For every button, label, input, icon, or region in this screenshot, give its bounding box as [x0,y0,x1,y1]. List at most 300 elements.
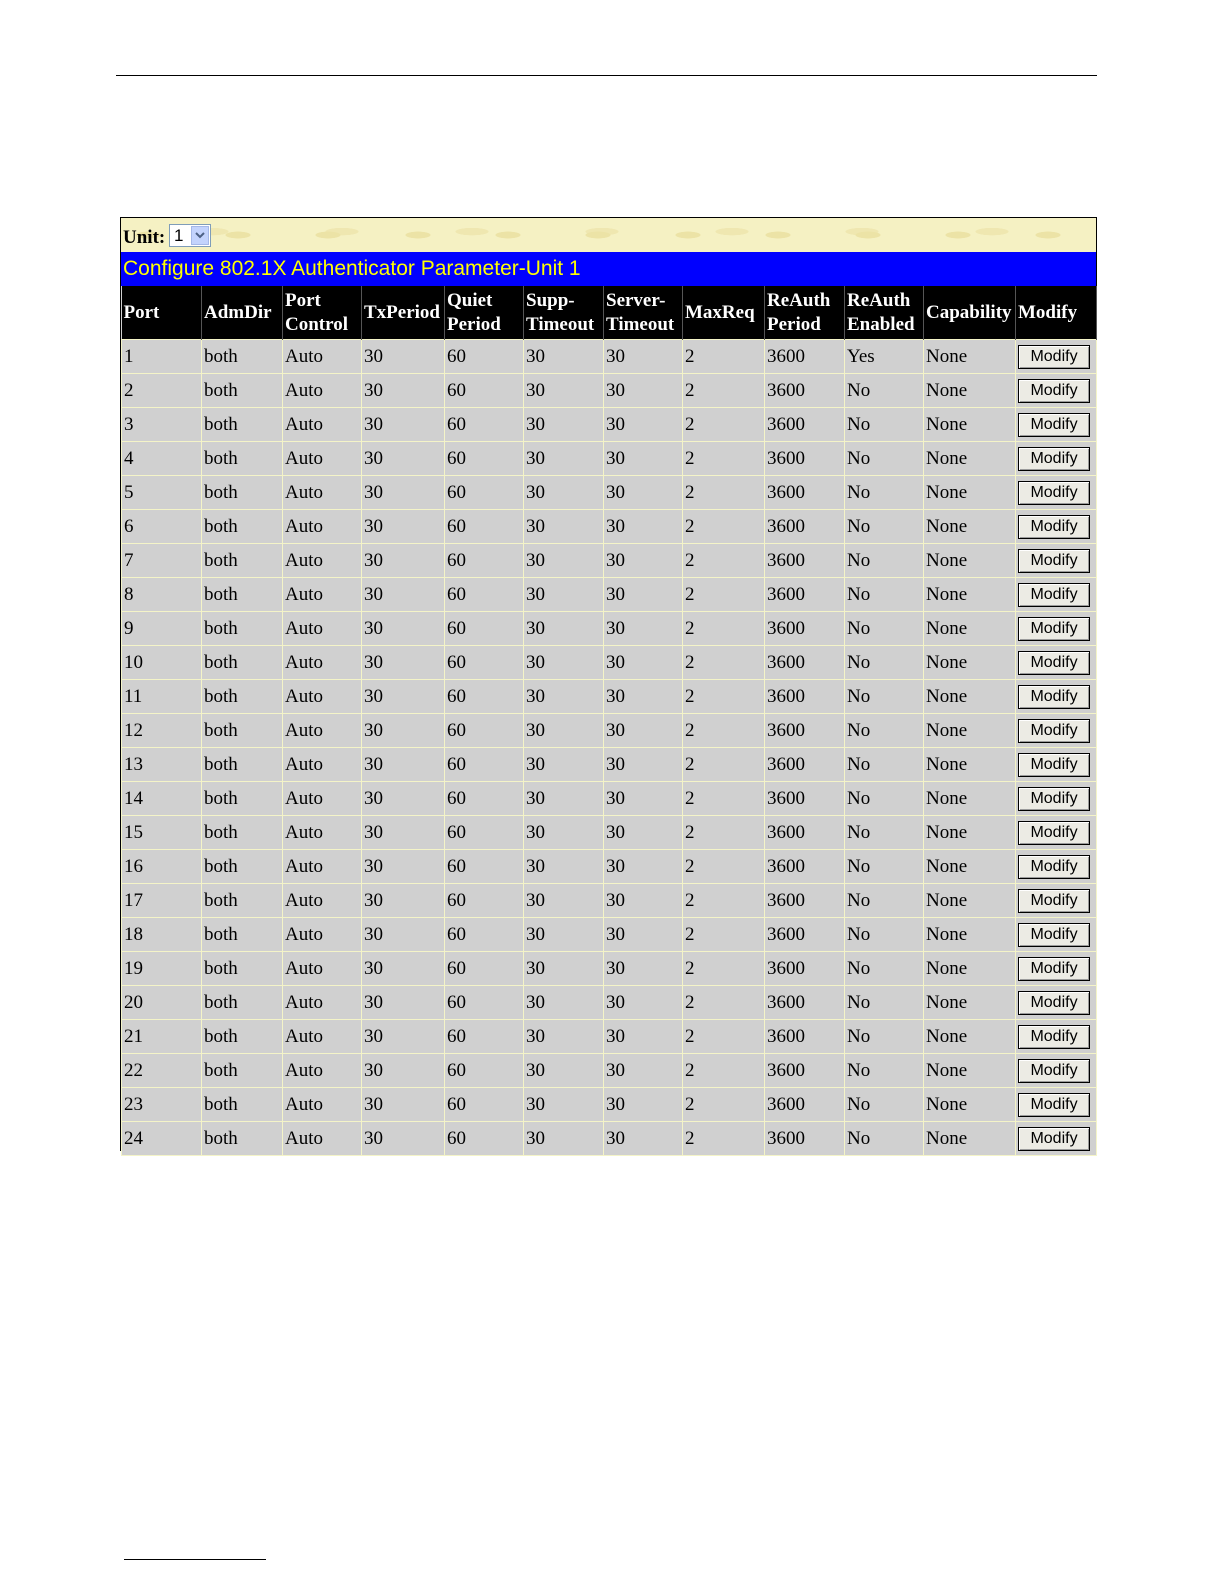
table-cell: 30 [604,714,683,748]
table-cell: 3600 [765,952,845,986]
modify-cell [1016,1054,1097,1088]
modify-button[interactable]: Modify [1018,345,1090,369]
table-row [122,1122,1097,1156]
table-cell: 20 [122,986,202,1020]
modify-button[interactable]: Modify [1018,651,1090,675]
modify-button[interactable]: Modify [1018,549,1090,573]
table-cell: 60 [445,1088,524,1122]
table-cell: 6 [122,510,202,544]
table-cell: 30 [604,884,683,918]
table-cell: 3600 [765,578,845,612]
modify-button[interactable]: Modify [1018,1025,1090,1049]
table-cell: 30 [362,1122,445,1156]
table-cell: No [845,748,924,782]
table-cell: 3600 [765,1020,845,1054]
table-cell: No [845,816,924,850]
table-cell: 30 [362,884,445,918]
table-cell: 3600 [765,748,845,782]
table-cell: 2 [683,680,765,714]
table-cell: 30 [604,510,683,544]
modify-button[interactable]: Modify [1018,685,1090,709]
table-cell: No [845,646,924,680]
modify-button[interactable]: Modify [1018,1127,1090,1151]
table-row [122,646,1097,680]
table-cell: 60 [445,1054,524,1088]
table-cell: None [924,1122,1016,1156]
modify-button[interactable]: Modify [1018,447,1090,471]
table-cell: both [202,374,283,408]
table-cell: 60 [445,442,524,476]
table-cell: 30 [524,612,604,646]
table-cell: both [202,1122,283,1156]
table-cell: Auto [283,510,362,544]
table-cell: No [845,952,924,986]
table-cell: No [845,1054,924,1088]
table-cell: Auto [283,544,362,578]
table-cell: 30 [524,1088,604,1122]
table-cell: 30 [362,1020,445,1054]
authenticator-table [121,286,1097,1156]
column-header [445,286,524,340]
column-header [683,286,765,340]
modify-cell [1016,680,1097,714]
table-cell: 30 [524,1122,604,1156]
chevron-down-icon[interactable] [191,226,209,245]
table-cell: 30 [604,1020,683,1054]
table-cell: 22 [122,1054,202,1088]
table-cell: 30 [604,442,683,476]
table-cell: 2 [683,374,765,408]
table-cell: both [202,884,283,918]
table-cell: 60 [445,680,524,714]
table-cell: No [845,986,924,1020]
modify-cell [1016,782,1097,816]
table-cell: None [924,1020,1016,1054]
table-cell: No [845,578,924,612]
table-cell: 3600 [765,408,845,442]
table-cell: both [202,782,283,816]
modify-button[interactable]: Modify [1018,991,1090,1015]
table-cell: Auto [283,646,362,680]
table-cell: 60 [445,884,524,918]
modify-button[interactable]: Modify [1018,719,1090,743]
table-cell: 30 [362,714,445,748]
table-cell: Auto [283,1088,362,1122]
table-body [122,340,1097,1156]
table-cell: 10 [122,646,202,680]
unit-select[interactable] [169,224,211,247]
table-cell: None [924,1088,1016,1122]
modify-button[interactable]: Modify [1018,617,1090,641]
modify-button[interactable]: Modify [1018,923,1090,947]
table-cell: Auto [283,782,362,816]
table-cell: 30 [362,510,445,544]
table-row [122,918,1097,952]
table-cell: Auto [283,442,362,476]
table-cell: None [924,1054,1016,1088]
modify-button[interactable]: Modify [1018,413,1090,437]
modify-button[interactable]: Modify [1018,753,1090,777]
table-cell: 30 [524,680,604,714]
modify-cell [1016,408,1097,442]
modify-cell [1016,850,1097,884]
table-row [122,952,1097,986]
table-cell: both [202,408,283,442]
table-cell: No [845,510,924,544]
column-header [845,286,924,340]
table-cell: 3600 [765,544,845,578]
table-cell: both [202,544,283,578]
table-cell: Auto [283,408,362,442]
unit-label: Unit: [123,227,166,248]
table-cell: 30 [524,340,604,374]
column-header-line: Enabled [847,313,915,335]
table-row [122,510,1097,544]
table-row [122,408,1097,442]
table-cell: 60 [445,408,524,442]
table-cell: Auto [283,1122,362,1156]
table-cell: 3600 [765,850,845,884]
table-cell: 30 [362,374,445,408]
column-header-line: MaxReq [685,301,755,323]
top-rule [116,75,1097,76]
table-cell: 30 [362,1088,445,1122]
table-cell: 30 [362,544,445,578]
modify-button[interactable]: Modify [1018,1059,1090,1083]
table-cell: Auto [283,816,362,850]
modify-cell [1016,340,1097,374]
table-cell: 3600 [765,816,845,850]
modify-cell [1016,510,1097,544]
table-cell: No [845,680,924,714]
table-row [122,544,1097,578]
table-cell: 2 [683,1122,765,1156]
column-header [604,286,683,340]
table-cell: 2 [683,986,765,1020]
table-cell: No [845,714,924,748]
authenticator-panel [120,217,1097,1151]
table-cell: 2 [683,612,765,646]
table-cell: 3600 [765,884,845,918]
table-cell: 60 [445,476,524,510]
page-title: Configure 802.1X Authenticator Parameter-Unit 1 [121,252,1096,286]
table-row [122,816,1097,850]
column-header [362,286,445,340]
modify-button[interactable]: Modify [1018,957,1090,981]
table-cell: 60 [445,1122,524,1156]
table-cell: 3600 [765,680,845,714]
table-cell: Auto [283,714,362,748]
table-cell: None [924,816,1016,850]
table-cell: 30 [524,408,604,442]
table-cell: both [202,1088,283,1122]
table-cell: 30 [524,578,604,612]
table-cell: 30 [362,578,445,612]
table-cell: 30 [524,816,604,850]
table-cell: 30 [604,986,683,1020]
table-cell: 30 [604,374,683,408]
column-header [1016,286,1097,340]
table-cell: both [202,510,283,544]
table-cell: None [924,748,1016,782]
table-cell: None [924,918,1016,952]
table-cell: 60 [445,578,524,612]
table-cell: 30 [604,918,683,952]
table-cell: No [845,1088,924,1122]
column-header-line: TxPeriod [364,301,440,323]
table-cell: No [845,918,924,952]
table-row [122,782,1097,816]
table-cell: 3600 [765,714,845,748]
modify-cell [1016,986,1097,1020]
table-cell: 30 [362,612,445,646]
table-cell: 30 [604,748,683,782]
column-header-line: Port [285,289,321,311]
table-cell: both [202,816,283,850]
table-cell: 30 [604,476,683,510]
table-cell: 30 [362,340,445,374]
table-cell: 60 [445,850,524,884]
table-cell: 30 [604,850,683,884]
modify-cell [1016,816,1097,850]
table-cell: 30 [604,816,683,850]
table-cell: Auto [283,918,362,952]
column-header-line: Quiet [447,289,493,311]
table-cell: 30 [524,918,604,952]
table-cell: No [845,1020,924,1054]
table-cell: 2 [683,884,765,918]
table-cell: 30 [362,748,445,782]
table-cell: 30 [362,1054,445,1088]
table-cell: 4 [122,442,202,476]
table-cell: 60 [445,612,524,646]
column-header-line: Control [285,313,348,335]
modify-button[interactable]: Modify [1018,855,1090,879]
table-cell: 3600 [765,782,845,816]
table-cell: both [202,952,283,986]
modify-cell [1016,884,1097,918]
table-cell: 2 [683,408,765,442]
table-cell: None [924,714,1016,748]
table-cell: 60 [445,918,524,952]
table-cell: Auto [283,986,362,1020]
modify-cell [1016,612,1097,646]
modify-button[interactable]: Modify [1018,583,1090,607]
table-cell: Auto [283,884,362,918]
table-cell: No [845,408,924,442]
table-cell: Auto [283,680,362,714]
table-cell: 15 [122,816,202,850]
table-cell: 2 [683,918,765,952]
table-cell: both [202,476,283,510]
table-cell: No [845,442,924,476]
table-cell: 2 [683,714,765,748]
modify-cell [1016,748,1097,782]
table-cell: 30 [604,612,683,646]
table-cell: 30 [362,408,445,442]
table-cell: 8 [122,578,202,612]
table-cell: No [845,612,924,646]
table-cell: 24 [122,1122,202,1156]
table-cell: 2 [683,646,765,680]
unit-bar [121,218,1096,252]
table-cell: 30 [524,748,604,782]
table-cell: 30 [524,1020,604,1054]
table-cell: 3600 [765,1054,845,1088]
table-cell: 60 [445,1020,524,1054]
table-cell: 30 [604,340,683,374]
table-cell: Auto [283,850,362,884]
column-header-line: Period [447,313,501,335]
table-cell: 2 [683,476,765,510]
table-cell: 2 [683,340,765,374]
table-cell: 13 [122,748,202,782]
modify-cell [1016,544,1097,578]
table-cell: 30 [604,1122,683,1156]
table-cell: 60 [445,510,524,544]
table-cell: 2 [683,748,765,782]
table-cell: 3600 [765,918,845,952]
table-cell: 3600 [765,374,845,408]
modify-cell [1016,578,1097,612]
table-cell: 60 [445,986,524,1020]
table-cell: Auto [283,1054,362,1088]
table-cell: 30 [362,476,445,510]
table-cell: both [202,442,283,476]
table-cell: 30 [604,952,683,986]
modify-cell [1016,714,1097,748]
table-cell: None [924,680,1016,714]
table-cell: both [202,748,283,782]
table-cell: Auto [283,1020,362,1054]
table-cell: 30 [362,952,445,986]
column-header [924,286,1016,340]
table-cell: 30 [524,442,604,476]
table-row [122,1088,1097,1122]
table-cell: 30 [362,850,445,884]
modify-button[interactable]: Modify [1018,379,1090,403]
column-header-line: Capability [926,301,1012,323]
column-header-line: Timeout [526,313,595,335]
table-cell: 2 [683,442,765,476]
table-row [122,748,1097,782]
table-row [122,714,1097,748]
table-row [122,1054,1097,1088]
table-cell: 3600 [765,510,845,544]
table-row [122,884,1097,918]
table-cell: Auto [283,374,362,408]
table-cell: None [924,374,1016,408]
table-row [122,578,1097,612]
table-cell: 16 [122,850,202,884]
table-cell: 30 [524,1054,604,1088]
column-header-line: ReAuth [847,289,911,311]
table-cell: 9 [122,612,202,646]
modify-cell [1016,952,1097,986]
modify-cell [1016,1020,1097,1054]
table-cell: both [202,1020,283,1054]
table-cell: None [924,782,1016,816]
column-header-line: Period [767,313,821,335]
column-header [765,286,845,340]
table-cell: 60 [445,646,524,680]
column-header-line: Modify [1018,301,1078,323]
table-cell: 30 [362,918,445,952]
table-cell: 30 [604,544,683,578]
table-cell: 30 [604,680,683,714]
table-cell: None [924,476,1016,510]
table-row [122,340,1097,374]
table-cell: 30 [362,646,445,680]
table-row [122,476,1097,510]
table-cell: 2 [683,1088,765,1122]
table-cell: None [924,510,1016,544]
modify-button[interactable]: Modify [1018,787,1090,811]
table-cell: 30 [362,442,445,476]
column-header-line: Server- [606,289,666,311]
modify-button[interactable]: Modify [1018,821,1090,845]
table-cell: None [924,442,1016,476]
table-cell: 30 [362,680,445,714]
table-cell: 30 [604,1054,683,1088]
table-header-row [122,286,1097,340]
table-cell: 14 [122,782,202,816]
table-cell: 30 [524,884,604,918]
table-cell: Auto [283,578,362,612]
table-row [122,986,1097,1020]
table-cell: No [845,850,924,884]
modify-button[interactable]: Modify [1018,889,1090,913]
table-cell: 30 [524,544,604,578]
table-cell: 30 [524,374,604,408]
column-header-line: ReAuth [767,289,831,311]
table-cell: both [202,986,283,1020]
table-cell: 1 [122,340,202,374]
modify-button[interactable]: Modify [1018,1093,1090,1117]
table-cell: 12 [122,714,202,748]
table-cell: Auto [283,748,362,782]
table-cell: both [202,680,283,714]
table-cell: 60 [445,374,524,408]
table-cell: 11 [122,680,202,714]
unit-select-value: 1 [174,226,184,245]
table-cell: 3600 [765,612,845,646]
table-cell: 2 [683,1020,765,1054]
table-cell: both [202,612,283,646]
table-cell: No [845,544,924,578]
modify-button[interactable]: Modify [1018,515,1090,539]
table-cell: 2 [683,952,765,986]
table-cell: 3 [122,408,202,442]
table-cell: 60 [445,544,524,578]
table-row [122,442,1097,476]
modify-cell [1016,1088,1097,1122]
table-cell: None [924,340,1016,374]
modify-cell [1016,918,1097,952]
table-cell: 5 [122,476,202,510]
table-cell: None [924,544,1016,578]
table-cell: No [845,884,924,918]
table-cell: 30 [524,782,604,816]
table-cell: 19 [122,952,202,986]
modify-button[interactable]: Modify [1018,481,1090,505]
table-cell: 2 [683,850,765,884]
table-cell: 30 [524,850,604,884]
table-cell: 30 [524,714,604,748]
modify-cell [1016,442,1097,476]
table-cell: 30 [362,986,445,1020]
column-header-line: Port [123,301,160,323]
